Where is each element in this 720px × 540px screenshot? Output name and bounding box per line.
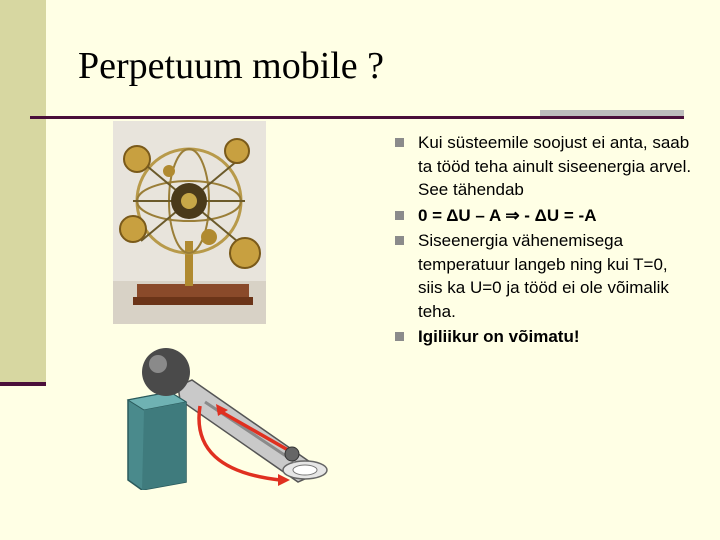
title-rule [30, 116, 684, 119]
bullet-item [392, 325, 692, 349]
bullet-item [392, 131, 692, 202]
ball-ramp-illustration [120, 340, 335, 490]
bullet-formula: 0 = ΔU – A ⇒ - ΔU = -A [418, 205, 597, 225]
slide-title: Perpetuum mobile ? [78, 45, 385, 87]
left-accent-bar [0, 0, 46, 385]
bullet-list [392, 131, 692, 351]
perpetual-motion-machine-photo [113, 121, 266, 324]
bullet-text: Siseenergia vähenemisega temperatuur langeb ning kui T=0, siis ka U=0 ja tööd ei ole võimalik teha. [418, 231, 669, 321]
square-bullet-icon [395, 211, 404, 220]
square-bullet-icon [395, 138, 404, 147]
bullet-conclusion: Igiliikur on võimatu! [418, 327, 580, 346]
left-accent-bar-underline [0, 382, 46, 386]
square-bullet-icon [395, 236, 404, 245]
bullet-item [392, 204, 692, 228]
bullet-text: Kui süsteemile soojust ei anta, saab ta tööd teha ainult siseenergia arvel. See tähendab [418, 133, 692, 199]
square-bullet-icon [395, 332, 404, 341]
bullet-item [392, 229, 692, 323]
